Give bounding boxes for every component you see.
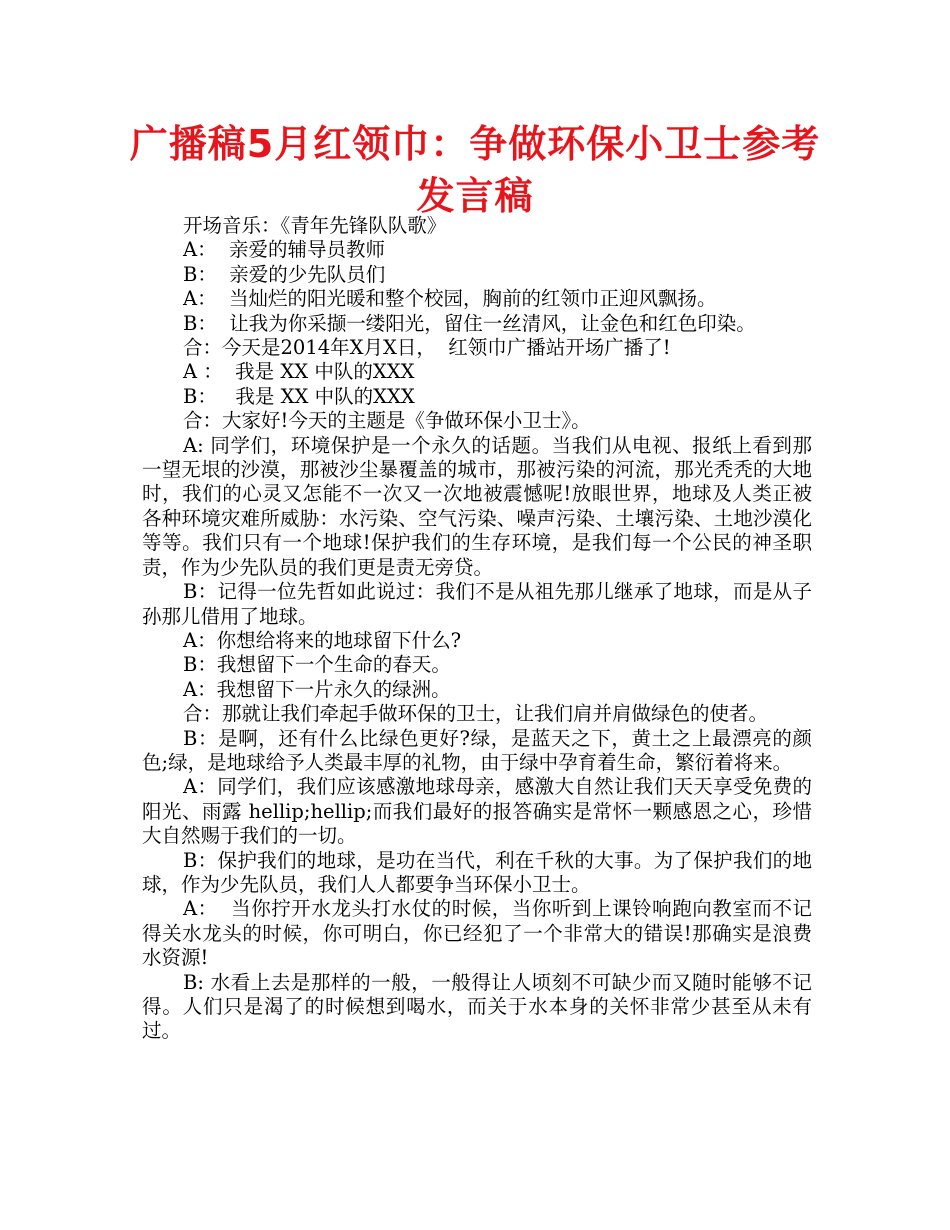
paragraph: B： 亲爱的少先队员们 bbox=[183, 262, 386, 286]
paragraph: 合：大家好!今天的主题是《争做环保小卫士》。 bbox=[183, 409, 591, 433]
paragraph: B：记得一位先哲如此说过：我们不是从祖先那儿继承了地球，而是从子孙那儿借用了地球。 bbox=[142, 580, 812, 628]
paragraph: B： 我是 XX 中队的XXX bbox=[183, 384, 415, 408]
paragraph: A： 当灿烂的阳光暖和整个校园，胸前的红领巾正迎风飘扬。 bbox=[183, 287, 717, 311]
paragraph: A：我想留下一片永久的绿洲。 bbox=[183, 677, 451, 701]
paragraph: A：同学们，我们应该感激地球母亲，感激大自然让我们天天享受免费的阳光、雨露 hellip;hellip;而我们最好的报答确实是常怀一颗感恩之心，珍惜大自然赐于我们的一切。 bbox=[142, 775, 812, 848]
paragraph: B：我想留下一个生命的春天。 bbox=[183, 653, 451, 677]
paragraph-opening-music: 开场音乐：《青年先锋队队歌》 bbox=[183, 214, 447, 237]
document-title bbox=[120, 118, 830, 222]
paragraph: B：是啊，还有什么比绿色更好?绿，是蓝天之下，黄土之上最漂亮的颜色;绿，是地球给予人类最丰厚的礼物，由于绿中孕育着生命，繁衍着将来。 bbox=[142, 726, 812, 774]
paragraph: B：保护我们的地球，是功在当代，利在千秋的大事。为了保护我们的地球，作为少先队员，我们人人都要争当环保小卫士。 bbox=[142, 848, 812, 896]
paragraph: B： 让我为你采撷一缕阳光，留住一丝清风，让金色和红色印染。 bbox=[183, 311, 756, 335]
paragraph: 合：那就让我们牵起手做环保的卫士，让我们肩并肩做绿色的使者。 bbox=[183, 702, 769, 726]
paragraph: A: 同学们，环境保护是一个永久的话题。当我们从电视、报纸上看到那一望无垠的沙漠，那被沙尘暴覆盖的城市，那被污染的河流，那光秃秃的大地时，我们的心灵又怎能不一次又一次地被震憾呢!放眼世界，地球及人类正被各种环境灾难所威胁：水污染、空气污染、噪声污染、土壤污染、土地沙漠化等等。我们只有一个地球!保护我们的生存环境，是我们每一个公民的神圣职责，作为少先队员的我们更是责无旁贷。 bbox=[142, 433, 812, 579]
title-line-1: 广播稿5月红领巾：争做环保小卫士参考 bbox=[129, 122, 821, 166]
paragraph: A： 亲爱的辅导员教师 bbox=[183, 238, 385, 262]
paragraph: A ： 我是 XX 中队的XXX bbox=[183, 360, 415, 384]
document-body bbox=[142, 214, 812, 1044]
paragraph: 合：今天是2014年X月X日， 红领巾广播站开场广播了! bbox=[183, 336, 671, 360]
paragraph: A： 当你拧开水龙头打水仗的时候，当你听到上课铃响跑向教室而不记得关水龙头的时候，你可明白，你已经犯了一个非常大的错误!那确实是浪费水资源! bbox=[142, 897, 812, 970]
title-line-2: 发言稿 bbox=[416, 174, 534, 218]
paragraph: B: 水看上去是那样的一般，一般得让人顷刻不可缺少而又随时能够不记得。人们只是渴了的时候想到喝水，而关于水本身的关怀非常少甚至从未有过。 bbox=[142, 970, 812, 1043]
paragraph: A：你想给将来的地球留下什么? bbox=[183, 628, 462, 652]
